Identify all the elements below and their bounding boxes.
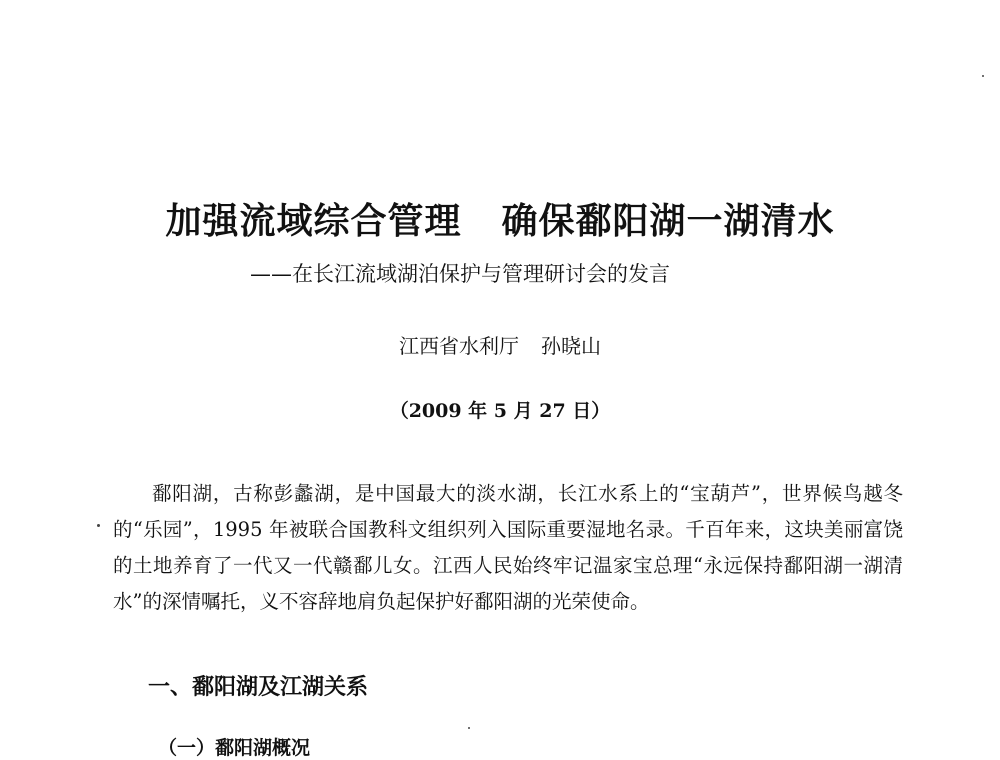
- title-part-1: 加强流域综合管理: [165, 201, 462, 242]
- speech-date: （2009 年 5 月 27 日）: [389, 400, 611, 422]
- title-part-2: 确保鄱阳湖一湖清水: [501, 201, 835, 242]
- document-subtitle: ——在长江流域湖泊保护与管理研讨会的发言: [250, 262, 670, 286]
- subsection-heading-1-1: （一）鄱阳湖概况: [158, 737, 311, 759]
- author-organization: 江西省水利厅: [399, 334, 519, 358]
- document-title: [0, 193, 1000, 244]
- intro-paragraph: 鄱阳湖，古称彭蠡湖，是中国最大的淡水湖，长江水系上的“宝葫芦”，世界候鸟越冬的“乐园”，1995 年被联合国教科文组织列入国际重要湿地名录。千百年来，这块美丽富饶的土地养育了一代又一代赣鄱儿女。江西人民始终牢记温家宝总理“永远保持鄱阳湖一湖清水”的深情嘱托，义不容辞地肩负起保护好鄱阳湖的光荣使命。: [113, 482, 903, 613]
- scan-speck: [468, 727, 470, 729]
- scan-speck: [982, 75, 984, 77]
- scan-speck: [97, 524, 100, 527]
- author-line: [0, 330, 1000, 359]
- author-name: 孙晓山: [541, 334, 601, 358]
- section-heading-1: 一、鄱阳湖及江湖关系: [148, 675, 369, 700]
